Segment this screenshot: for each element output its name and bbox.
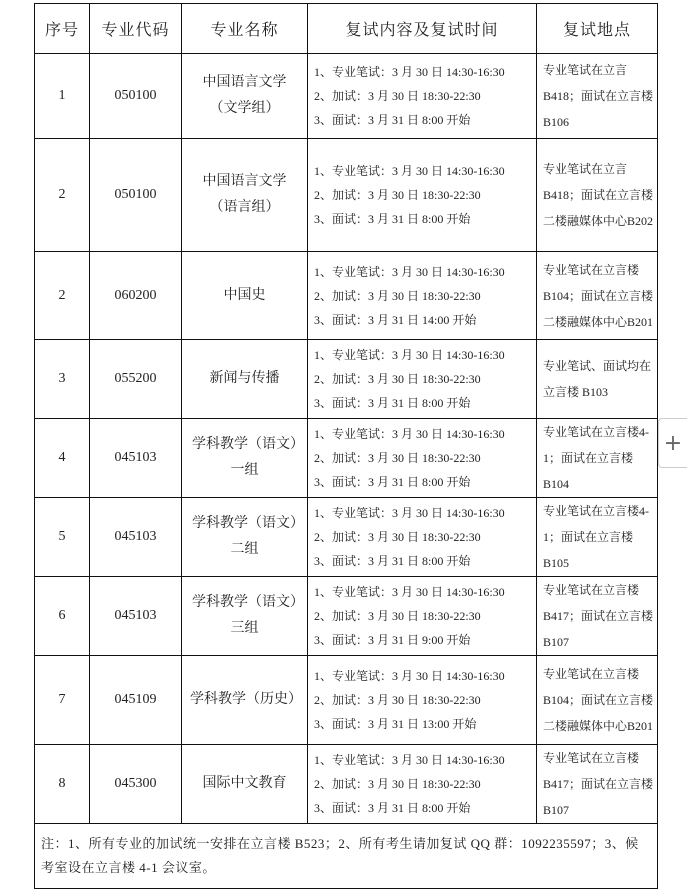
schedule-line: 1、专业笔试：3 月 30 日 14:30-16:30 — [314, 65, 505, 79]
major-name: 学科教学（语文）一组 — [182, 419, 308, 498]
major-name: 中国史 — [182, 252, 308, 340]
table-row — [35, 498, 658, 577]
schedule-line: 2、加试：3 月 30 日 18:30-22:30 — [314, 693, 481, 707]
schedule-line: 2、加试：3 月 30 日 18:30-22:30 — [314, 609, 481, 623]
location-cell: 专业笔试在立言楼B417；面试在立言楼 B107 — [537, 577, 658, 656]
major-name: 学科教学（语文）三组 — [182, 577, 308, 656]
major-name: 中国语言文学（文学组） — [182, 54, 308, 139]
major-code: 050100 — [90, 139, 182, 252]
schedule-line: 2、加试：3 月 30 日 18:30-22:30 — [314, 288, 481, 303]
schedule-cell — [308, 340, 537, 419]
major-code: 055200 — [90, 340, 182, 419]
schedule-cell — [308, 577, 537, 656]
schedule-line: 3、面试：3 月 31 日 8:00 开始 — [314, 396, 471, 410]
schedule-table — [34, 3, 658, 889]
schedule-line: 1、专业笔试：3 月 30 日 14:30-16:30 — [314, 585, 505, 599]
major-code: 045103 — [90, 498, 182, 577]
major-code: 045103 — [90, 419, 182, 498]
table-row — [35, 656, 658, 745]
row-number: 2 — [35, 139, 90, 252]
schedule-line: 1、专业笔试：3 月 30 日 14:30-16:30 — [314, 427, 505, 441]
header-cell: 序号 — [35, 4, 90, 54]
schedule-line: 2、加试：3 月 30 日 18:30-22:30 — [314, 530, 481, 544]
header-cell: 复试内容及复试时间 — [308, 4, 537, 54]
schedule-line: 3、面试：3 月 31 日 8:00 开始 — [314, 212, 471, 226]
schedule-line: 3、面试：3 月 31 日 9:00 开始 — [314, 633, 471, 647]
major-name: 中国语言文学（语言组） — [182, 139, 308, 252]
schedule-line: 2、加试：3 月 30 日 18:30-22:30 — [314, 89, 481, 103]
location-cell: 专业笔试在立言楼4-1；面试在立言楼B104 — [537, 419, 658, 498]
row-number: 1 — [35, 54, 90, 139]
note-row — [35, 824, 658, 889]
major-code: 045109 — [90, 656, 182, 745]
major-name: 新闻与传播 — [182, 340, 308, 419]
schedule-line: 2、加试：3 月 30 日 18:30-22:30 — [314, 188, 481, 202]
major-code: 060200 — [90, 252, 182, 340]
row-number: 3 — [35, 340, 90, 419]
header-cell: 复试地点 — [537, 4, 658, 54]
major-name: 学科教学（历史） — [182, 656, 308, 745]
header-row — [35, 4, 658, 54]
location-cell: 专业笔试在立言B418；面试在立言楼二楼融媒体中心B202 — [537, 139, 658, 252]
location-cell: 专业笔试在立言楼B417；面试在立言楼 B107 — [537, 745, 658, 824]
location-cell: 专业笔试在立言楼B104；面试在立言楼二楼融媒体中心B201 — [537, 252, 658, 340]
schedule-line: 2、加试：3 月 30 日 18:30-22:30 — [314, 777, 481, 791]
add-button[interactable] — [658, 418, 687, 468]
major-name: 学科教学（语文）二组 — [182, 498, 308, 577]
schedule-line: 2、加试：3 月 30 日 18:30-22:30 — [314, 451, 481, 465]
schedule-cell — [308, 139, 537, 252]
location-cell: 专业笔试在立言楼B104；面试在立言楼二楼融媒体中心B201 — [537, 656, 658, 745]
location-cell: 专业笔试、面试均在立言楼 B103 — [537, 340, 658, 419]
schedule-cell — [308, 745, 537, 824]
table-row — [35, 340, 658, 419]
schedule-line: 1、专业笔试：3 月 30 日 14:30-16:30 — [314, 164, 505, 178]
table-row — [35, 745, 658, 824]
schedule-line: 1、专业笔试：3 月 30 日 14:30-16:30 — [314, 506, 505, 520]
location-cell: 专业笔试在立言楼4-1；面试在立言楼B105 — [537, 498, 658, 577]
schedule-line: 3、面试：3 月 31 日 14:00 开始 — [314, 312, 477, 327]
major-name: 国际中文教育 — [182, 745, 308, 824]
table-row — [35, 577, 658, 656]
major-code: 050100 — [90, 54, 182, 139]
header-cell: 专业代码 — [90, 4, 182, 54]
schedule-line: 1、专业笔试：3 月 30 日 14:30-16:30 — [314, 348, 505, 362]
header-cell: 专业名称 — [182, 4, 308, 54]
schedule-cell — [308, 656, 537, 745]
schedule-cell — [308, 54, 537, 139]
schedule-line: 3、面试：3 月 31 日 8:00 开始 — [314, 801, 471, 815]
schedule-cell — [308, 419, 537, 498]
schedule-line: 3、面试：3 月 31 日 8:00 开始 — [314, 113, 471, 127]
table-row — [35, 139, 658, 252]
row-number: 5 — [35, 498, 90, 577]
schedule-line: 1、专业笔试：3 月 30 日 14:30-16:30 — [314, 753, 505, 767]
schedule-line: 3、面试：3 月 31 日 8:00 开始 — [314, 554, 471, 568]
row-number: 8 — [35, 745, 90, 824]
table-row — [35, 419, 658, 498]
schedule-line: 3、面试：3 月 31 日 8:00 开始 — [314, 475, 471, 489]
location-cell: 专业笔试在立言B418；面试在立言楼 B106 — [537, 54, 658, 139]
schedule-cell — [308, 252, 537, 340]
major-code: 045300 — [90, 745, 182, 824]
row-number: 7 — [35, 656, 90, 745]
major-code: 045103 — [90, 577, 182, 656]
row-number: 4 — [35, 419, 90, 498]
schedule-line: 3、面试：3 月 31 日 13:00 开始 — [314, 717, 477, 731]
table-row — [35, 252, 658, 340]
row-number: 2 — [35, 252, 90, 340]
schedule-cell — [308, 498, 537, 577]
schedule-line: 2、加试：3 月 30 日 18:30-22:30 — [314, 372, 481, 386]
schedule-line: 1、专业笔试：3 月 30 日 14:30-16:30 — [314, 669, 505, 683]
note-text: 注：1、所有专业的加试统一安排在立言楼 B523；2、所有考生请加复试 QQ 群：1092235597；3、候考室设在立言楼 4-1 会议室。 — [35, 824, 658, 889]
schedule-line: 1、专业笔试：3 月 30 日 14:30-16:30 — [314, 264, 505, 279]
plus-icon: + — [663, 430, 683, 456]
row-number: 6 — [35, 577, 90, 656]
table-row — [35, 54, 658, 139]
